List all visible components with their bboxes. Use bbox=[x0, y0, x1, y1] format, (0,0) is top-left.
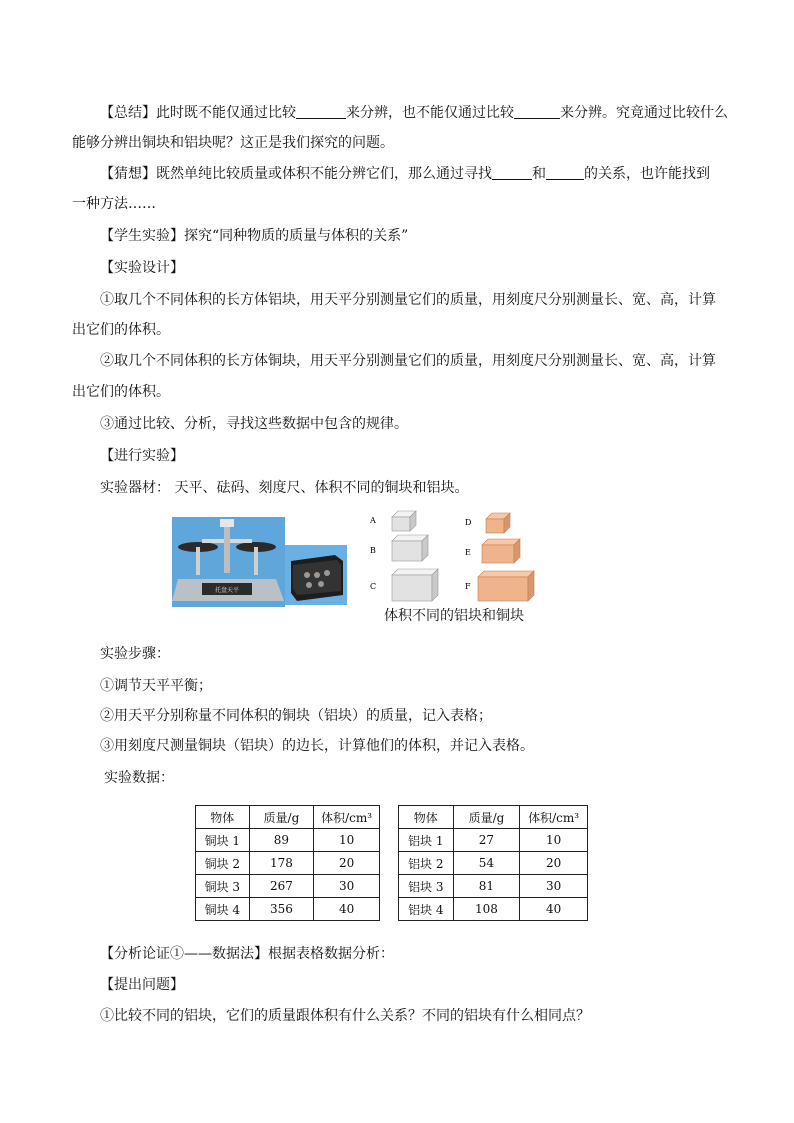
design-step-1: ①取几个不同体积的长方体铝块，用天平分别测量它们的质量，用刻度尺分别测量长、宽、高，计算 bbox=[100, 292, 716, 308]
table-cell: 81 bbox=[453, 875, 520, 898]
guess-text-b: 和 bbox=[532, 166, 546, 182]
fill-blank-4[interactable] bbox=[546, 165, 584, 180]
table-cell: 20 bbox=[314, 852, 380, 875]
table-cell: 铝块 1 bbox=[399, 829, 454, 852]
header-cell: 体积/cm³ bbox=[314, 806, 380, 829]
copper-block-d bbox=[486, 513, 510, 533]
table-cell: 铜块 2 bbox=[196, 852, 250, 875]
aluminum-block-c bbox=[392, 569, 438, 601]
table-row bbox=[196, 898, 380, 921]
table-cell: 30 bbox=[520, 875, 588, 898]
header-cell: 质量/g bbox=[249, 806, 314, 829]
table-row bbox=[399, 875, 588, 898]
header-cell: 物体 bbox=[196, 806, 250, 829]
weight-box-image bbox=[285, 545, 347, 605]
table-cell: 178 bbox=[249, 852, 314, 875]
table-row bbox=[196, 852, 380, 875]
summary-line-1 bbox=[100, 103, 728, 123]
summary-text-a: 【总结】此时既不能仅通过比较 bbox=[100, 105, 296, 121]
guess-line-2: 一种方法…… bbox=[72, 196, 156, 212]
table-row bbox=[399, 852, 588, 875]
figure-caption: 体积不同的铝块和铜块 bbox=[384, 607, 524, 623]
fill-blank-3[interactable] bbox=[492, 165, 532, 180]
fill-blank-2[interactable] bbox=[514, 104, 560, 119]
label-d: D bbox=[465, 518, 472, 527]
label-f: F bbox=[465, 582, 471, 591]
table-cell: 10 bbox=[520, 829, 588, 852]
design-heading: 【实验设计】 bbox=[100, 260, 184, 276]
design-step-3: ③通过比较、分析，寻找这些数据中包含的规律。 bbox=[100, 416, 408, 432]
label-a: A bbox=[370, 516, 376, 525]
table-cell: 铜块 4 bbox=[196, 898, 250, 921]
blocks-diagram bbox=[362, 509, 542, 609]
table-cell: 20 bbox=[520, 852, 588, 875]
design-step-2-cont: 出它们的体积。 bbox=[72, 384, 170, 400]
table-cell: 30 bbox=[314, 875, 380, 898]
label-e: E bbox=[465, 548, 471, 557]
guess-text-a: 【猜想】既然单纯比较质量或体积不能分辨它们，那么通过寻找 bbox=[100, 166, 492, 182]
student-experiment-heading: 【学生实验】探究“同种物质的质量与体积的关系” bbox=[100, 228, 409, 244]
table-row bbox=[399, 829, 588, 852]
copper-block-e bbox=[482, 539, 520, 563]
header-cell: 体积/cm³ bbox=[520, 806, 588, 829]
scale-label: 托盘天平 bbox=[214, 587, 240, 594]
design-step-1-cont: 出它们的体积。 bbox=[72, 322, 170, 338]
balance-scale-image bbox=[172, 517, 285, 607]
table-cell: 40 bbox=[314, 898, 380, 921]
table-cell: 10 bbox=[314, 829, 380, 852]
step-2: ②用天平分别称量不同体积的铜块（铝块）的质量，记入表格； bbox=[100, 708, 492, 724]
table-row bbox=[399, 898, 588, 921]
header-cell: 物体 bbox=[399, 806, 454, 829]
guess-line-1 bbox=[100, 164, 710, 184]
guess-text-c: 的关系，也许能找到 bbox=[584, 166, 710, 182]
table-cell: 356 bbox=[249, 898, 314, 921]
table-cell: 267 bbox=[249, 875, 314, 898]
summary-line-2: 能够分辨出铜块和铝块呢？这正是我们探究的问题。 bbox=[72, 135, 394, 151]
copper-table bbox=[195, 805, 380, 921]
data-heading: 实验数据： bbox=[104, 770, 174, 786]
materials-line: 实验器材： 天平、砝码、刻度尺、体积不同的铜块和铝块。 bbox=[100, 480, 469, 496]
analysis-heading: 【分析论证①——数据法】根据表格数据分析： bbox=[100, 946, 394, 962]
copper-block-f bbox=[478, 571, 534, 601]
step-3: ③用刻度尺测量铜块（铝块）的边长，计算他们的体积，并记入表格。 bbox=[100, 738, 534, 754]
table-cell: 40 bbox=[520, 898, 588, 921]
conduct-heading: 【进行实验】 bbox=[100, 448, 184, 464]
aluminum-table bbox=[398, 805, 588, 921]
table-cell: 铜块 1 bbox=[196, 829, 250, 852]
header-cell: 质量/g bbox=[453, 806, 520, 829]
steps-heading: 实验步骤： bbox=[100, 646, 170, 662]
table-header-row bbox=[399, 806, 588, 829]
summary-text-c: 来分辨。究竟通过比较什么 bbox=[560, 105, 728, 121]
aluminum-block-a bbox=[392, 511, 416, 531]
table-cell: 铝块 4 bbox=[399, 898, 454, 921]
table-header-row bbox=[196, 806, 380, 829]
fill-blank-1[interactable] bbox=[296, 104, 346, 119]
table-cell: 铜块 3 bbox=[196, 875, 250, 898]
design-step-2: ②取几个不同体积的长方体铜块，用天平分别测量它们的质量，用刻度尺分别测量长、宽、高，计算 bbox=[100, 353, 716, 369]
label-c: C bbox=[370, 582, 377, 591]
table-cell: 27 bbox=[453, 829, 520, 852]
table-cell: 108 bbox=[453, 898, 520, 921]
table-cell: 铝块 3 bbox=[399, 875, 454, 898]
aluminum-block-b bbox=[392, 535, 428, 561]
table-cell: 89 bbox=[249, 829, 314, 852]
table-row bbox=[196, 829, 380, 852]
table-cell: 54 bbox=[453, 852, 520, 875]
label-b: B bbox=[370, 546, 376, 555]
question-1: ①比较不同的铝块，它们的质量跟体积有什么关系？不同的铝块有什么相同点？ bbox=[100, 1008, 590, 1024]
step-1: ①调节天平平衡； bbox=[100, 678, 212, 694]
table-cell: 铝块 2 bbox=[399, 852, 454, 875]
table-row bbox=[196, 875, 380, 898]
question-heading: 【提出问题】 bbox=[100, 977, 184, 993]
summary-text-b: 来分辨，也不能仅通过比较 bbox=[346, 105, 514, 121]
